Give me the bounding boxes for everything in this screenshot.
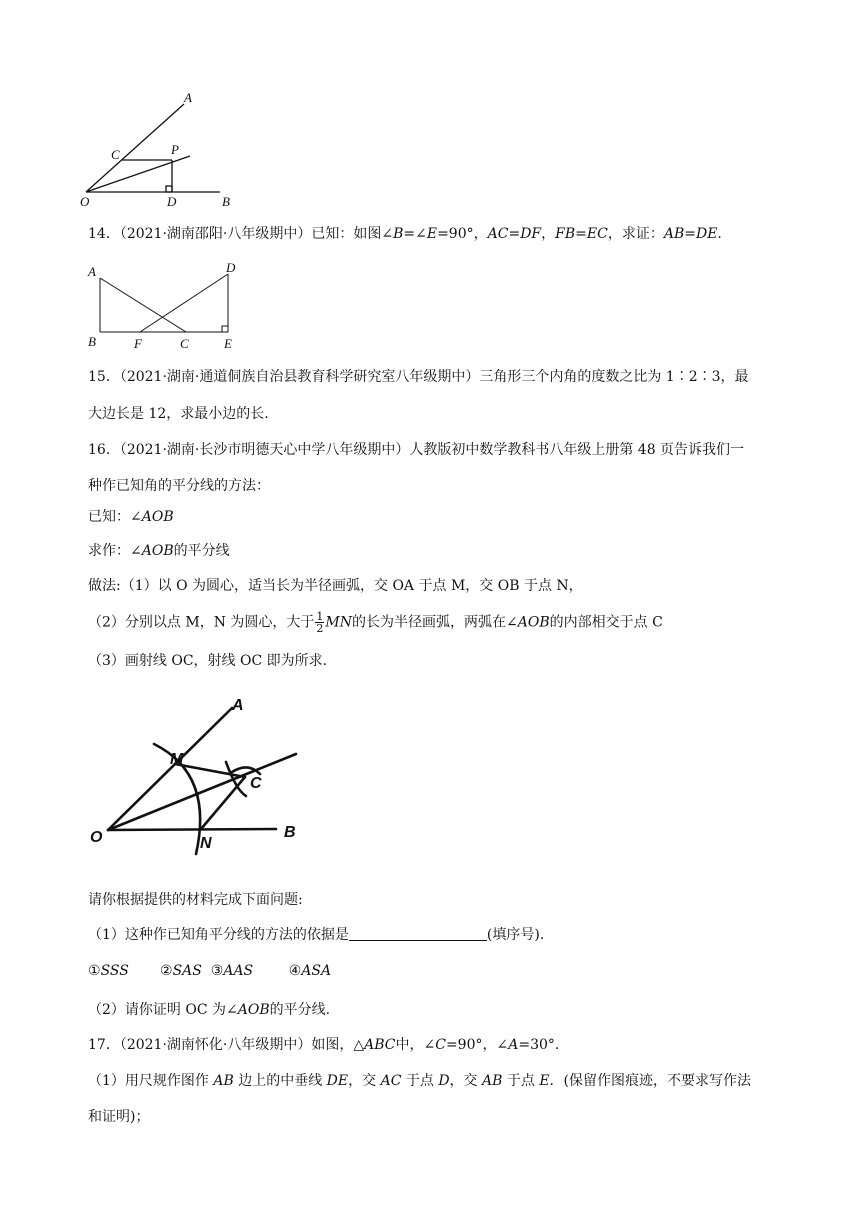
question-15-line2: 大边长是 12，求最小边的长. [88,406,269,422]
label-B: B [284,824,296,841]
sub-question-2: （2）请你证明 OC 为∠AOB的平分线. [88,1002,331,1018]
label-M: M [170,751,184,768]
label-O: O [90,829,103,846]
label-C: C [180,336,189,351]
label-B: B [88,334,96,349]
question-17: 17．（2021·湖南怀化·八年级期中）如图，△ABC中，∠C=90°，∠A=30°. [88,1037,560,1053]
question-16-line2: 种作已知角的平分线的方法： [88,478,270,494]
figure-angle-bisector-point [80,88,230,210]
step-2: （2）分别以点 M，N 为圆心，大于 $\frac{1}{2}$ MN的长为半径画弧，两弧在∠AOB的内部相交于点 C [88,610,663,635]
question-15-line1: 15．（2021·湖南·通道侗族自治县教育科学研究室八年级期中）三角形三个内角的度数之比为 1∶2∶3，最 [88,369,749,385]
label-C: C [111,147,120,162]
sub-question-1: （1）这种作已知角平分线的方法的依据是 (填序号). [88,927,545,943]
answer-blank[interactable] [349,926,487,941]
label-D: D [167,194,177,209]
fraction-half: $\frac{1}{2}$ [316,610,324,635]
label-D: D [226,260,236,275]
known: 已知：∠AOB [88,509,174,525]
step-3: （3）画射线 OC，射线 OC 即为所求. [88,653,328,669]
label-C: C [250,775,262,792]
options: ①SSS ②SAS ③AAS ④ASA [88,963,332,979]
label-E: E [224,336,232,351]
question-17-sub1-line2: 和证明)； [88,1109,150,1125]
to-construct: 求作：∠AOB的平分线 [88,543,230,559]
question-16-line1: 16．（2021·湖南·长沙市明德天心中学八年级期中）人教版初中数学教科书八年级上册第 48 页告诉我们一 [88,442,745,458]
question-14: 14．（2021·湖南邵阳·八年级期中）已知：如图∠B=∠E=90°，AC=DF，FB=EC，求证：AB=DE. [88,226,722,242]
label-P: P [171,142,179,157]
step-1: 做法:（1）以 O 为圆心，适当长为半径画弧，交 OA 于点 M，交 OB 于点 N， [88,578,583,594]
label-N: N [200,835,212,852]
label-A: A [184,90,192,105]
question-17-sub1: （1）用尺规作图作 AB 边上的中垂线 DE，交 AC 于点 D，交 AB 于点 E．(保留作图痕迹，不要求写作法 [88,1073,752,1089]
figure-two-right-triangles [84,258,254,354]
prompt: 请你根据提供的材料完成下面问题: [88,892,303,908]
label-A: A [232,697,244,714]
label-A: A [88,264,96,279]
figure-angle-bisector-construction [86,692,308,862]
label-F: F [134,336,142,351]
label-O: O [80,194,90,209]
label-B: B [222,194,230,209]
